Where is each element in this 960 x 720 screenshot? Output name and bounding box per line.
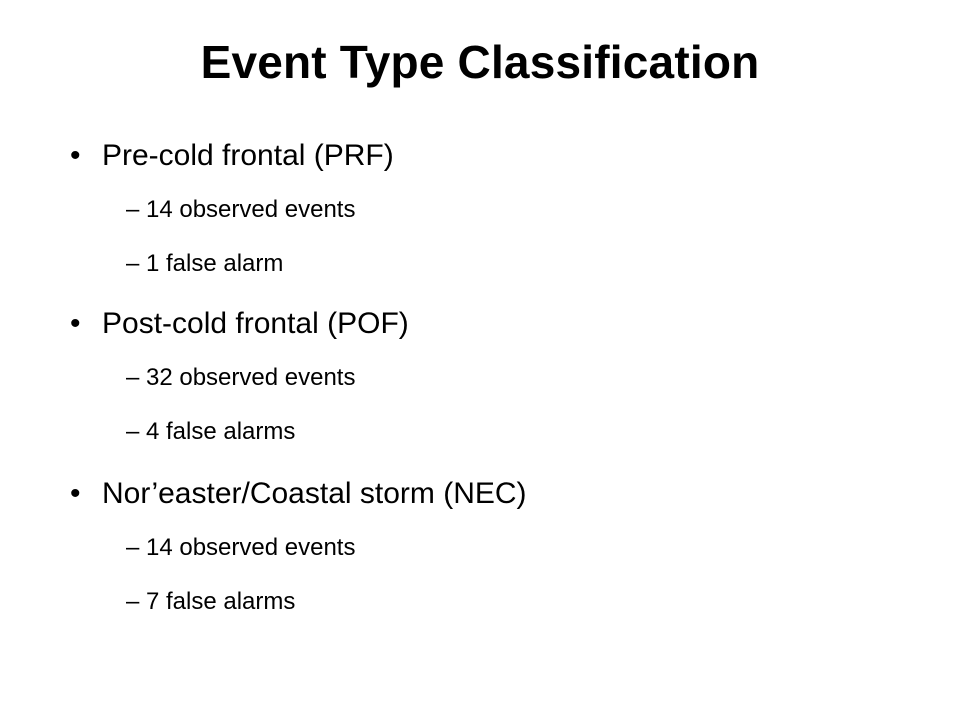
dash-icon: – <box>126 588 140 615</box>
bullet-icon: • <box>70 307 81 340</box>
dash-icon: – <box>126 196 140 223</box>
bullet-label: Pre-cold frontal (PRF) <box>102 139 394 172</box>
sub-item-label: 4 false alarms <box>146 418 296 445</box>
sub-item-label: 32 observed events <box>146 364 356 391</box>
dash-icon: – <box>126 534 140 561</box>
bullet-label: Nor’easter/Coastal storm (NEC) <box>102 477 527 510</box>
dash-icon: – <box>126 250 140 277</box>
slide-title: Event Type Classification <box>200 36 760 88</box>
dash-icon: – <box>126 364 140 391</box>
sub-item-label: 1 false alarm <box>146 250 284 277</box>
sub-item-label: 14 observed events <box>146 196 356 223</box>
sub-item-label: 7 false alarms <box>146 588 296 615</box>
sub-item-label: 14 observed events <box>146 534 356 561</box>
bullet-label: Post-cold frontal (POF) <box>102 307 409 340</box>
dash-icon: – <box>126 418 140 445</box>
bullet-icon: • <box>70 139 81 172</box>
bullet-icon: • <box>70 477 81 510</box>
